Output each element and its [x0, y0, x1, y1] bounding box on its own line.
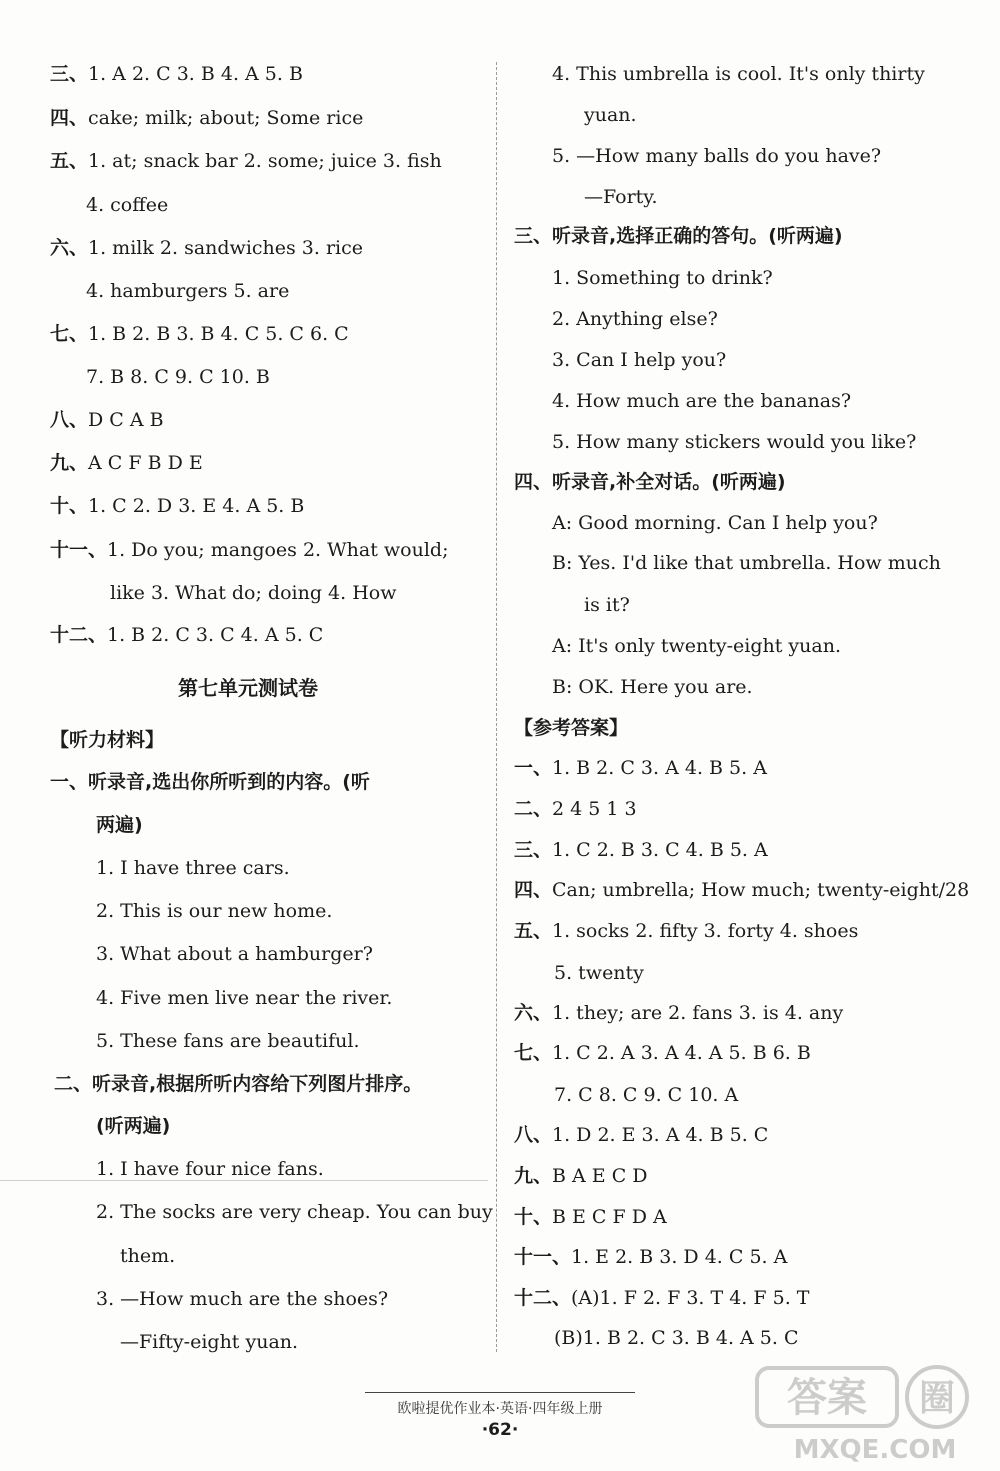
answer-line: [514, 756, 767, 780]
answer-line: [554, 1326, 799, 1350]
answer-line: [552, 551, 941, 575]
answer-line: [554, 961, 644, 985]
answer-line: [50, 106, 363, 130]
answer-line: [554, 1083, 738, 1107]
section-heading: [514, 470, 786, 494]
line-text: 4. hamburgers 5. are: [86, 280, 290, 302]
line-text: A: Good morning. Can I help you?: [552, 512, 878, 534]
svg-text:答案: 答案: [787, 1375, 867, 1421]
section-heading: [514, 716, 628, 740]
section-heading: [50, 770, 370, 794]
line-text: yuan.: [584, 104, 637, 126]
answer-line: [514, 797, 637, 821]
item-number: 十、: [514, 1206, 553, 1228]
answer-line: [584, 185, 658, 209]
svg-text:MXQE.COM: MXQE.COM: [793, 1435, 957, 1465]
answer-line: [514, 1286, 809, 1310]
answer-line: [514, 919, 858, 943]
line-text: 第七单元测试卷: [178, 676, 318, 700]
svg-text:圈: 圈: [918, 1378, 956, 1419]
answer-line: [552, 675, 753, 699]
line-text: 1. D 2. E 3. A 4. B 5. C: [552, 1124, 769, 1146]
line-text: B A E C D: [552, 1165, 648, 1187]
line-text: them.: [120, 1245, 176, 1267]
line-text: like 3. What do; doing 4. How: [110, 582, 397, 604]
section-heading: [96, 1114, 170, 1138]
answer-line: [584, 103, 637, 127]
line-text: 1. C 2. A 3. A 4. A 5. B 6. B: [552, 1042, 811, 1064]
line-text: 1. I have three cars.: [96, 857, 290, 879]
line-text: 1. they; are 2. fans 3. is 4. any: [552, 1002, 844, 1024]
answer-line: [50, 538, 448, 562]
item-number: 六、: [50, 237, 89, 259]
answer-line: [96, 1200, 493, 1224]
item-number: 二、: [54, 1073, 93, 1095]
item-number: 十二、: [514, 1287, 572, 1309]
item-number: 九、: [50, 452, 89, 474]
item-number: 五、: [514, 920, 553, 942]
line-text: is it?: [584, 594, 630, 616]
footer-book-title: 欧啦提优作业本·英语·四年级上册: [397, 1401, 603, 1417]
answer-line: [96, 899, 332, 923]
line-text: 5. twenty: [554, 962, 644, 984]
answer-line: [96, 942, 373, 966]
answer-line: [584, 593, 630, 617]
line-text: 听录音,选出你所听到的内容。(听: [88, 771, 370, 793]
line-text: (B)1. B 2. C 3. B 4. A 5. C: [554, 1327, 799, 1349]
answer-line: [552, 389, 851, 413]
answer-line: [514, 1041, 811, 1065]
line-text: B: OK. Here you are.: [552, 676, 753, 698]
answer-line: [120, 1330, 298, 1354]
answer-line: [552, 307, 718, 331]
line-text: 1. B 2. B 3. B 4. C 5. C 6. C: [88, 323, 349, 345]
answer-line: [552, 266, 773, 290]
column-divider: [496, 62, 497, 1352]
line-text: 1. I have four nice fans.: [96, 1158, 324, 1180]
line-text: 1. at; snack bar 2. some; juice 3. fish: [88, 150, 442, 172]
line-text: 听录音,选择正确的答句。(听两遍): [552, 225, 843, 247]
line-text: 1. socks 2. fifty 3. forty 4. shoes: [552, 920, 859, 942]
answer-line: [50, 451, 203, 475]
answer-line: [514, 1123, 768, 1147]
line-text: 1. B 2. C 3. A 4. B 5. A: [552, 757, 767, 779]
line-text: —Forty.: [584, 186, 658, 208]
line-text: 【听力材料】: [50, 729, 165, 751]
item-number: 三、: [514, 225, 553, 247]
line-text: 2. Anything else?: [552, 308, 718, 330]
line-text: 1. B 2. C 3. C 4. A 5. C: [107, 624, 324, 646]
item-number: 三、: [50, 63, 89, 85]
answer-line: [552, 144, 881, 168]
page-number: ·62·: [481, 1420, 519, 1440]
section-heading: [96, 813, 143, 837]
line-text: 1. Something to drink?: [552, 267, 773, 289]
answer-line: [552, 634, 841, 658]
footer-rule: [365, 1392, 635, 1393]
section-heading: [514, 224, 843, 248]
item-number: 四、: [50, 107, 89, 129]
item-number: 五、: [50, 150, 89, 172]
watermark-logo: [755, 1362, 995, 1468]
line-text: 2 4 5 1 3: [552, 798, 637, 820]
line-text: 5. These fans are beautiful.: [96, 1030, 360, 1052]
answer-line: [110, 581, 396, 605]
line-text: 【参考答案】: [514, 717, 629, 739]
line-text: 两遍): [96, 814, 143, 836]
line-text: A: It's only twenty-eight yuan.: [552, 635, 841, 657]
item-number: 十、: [50, 495, 89, 517]
answer-line: [86, 279, 289, 303]
answer-line: [86, 365, 270, 389]
answer-line: [50, 236, 363, 260]
item-number: 二、: [514, 798, 553, 820]
item-number: 四、: [514, 879, 553, 901]
answer-line: [50, 494, 304, 518]
line-text: 2. This is our new home.: [96, 900, 333, 922]
line-text: cake; milk; about; Some rice: [88, 107, 364, 129]
line-text: —Fifty-eight yuan.: [120, 1331, 299, 1353]
item-number: 七、: [514, 1042, 553, 1064]
line-text: 7. C 8. C 9. C 10. A: [554, 1084, 739, 1106]
line-text: 4. This umbrella is cool. It's only thirty: [552, 63, 925, 85]
line-text: 4. coffee: [86, 194, 169, 216]
item-number: 三、: [514, 839, 553, 861]
answer-line: [96, 986, 392, 1010]
answer-line: [514, 878, 969, 902]
line-text: D C A B: [88, 409, 164, 431]
line-text: 3. Can I help you?: [552, 349, 727, 371]
item-number: 六、: [514, 1002, 553, 1024]
line-text: 7. B 8. C 9. C 10. B: [86, 366, 270, 388]
answer-line: [514, 1001, 843, 1025]
answer-line: [96, 1287, 388, 1311]
item-number: 十一、: [514, 1246, 572, 1268]
answer-line: [514, 1164, 648, 1188]
line-text: 3. What about a hamburger?: [96, 943, 373, 965]
answer-line: [120, 1244, 175, 1268]
answer-line: [50, 623, 323, 647]
section-heading: [54, 1072, 422, 1096]
line-text: 5. How many stickers would you like?: [552, 431, 917, 453]
line-text: 1. C 2. B 3. C 4. B 5. A: [552, 839, 768, 861]
line-text: A C F B D E: [88, 452, 203, 474]
line-text: 听录音,补全对话。(听两遍): [552, 471, 786, 493]
item-number: 四、: [514, 471, 553, 493]
line-text: 2. The socks are very cheap. You can buy: [96, 1201, 493, 1223]
answer-line: [514, 1245, 787, 1269]
section-heading: [50, 728, 164, 752]
line-text: 1. Do you; mangoes 2. What would;: [107, 539, 449, 561]
line-text: B E C F D A: [552, 1206, 667, 1228]
answer-line: [552, 430, 916, 454]
answer-line: [552, 511, 878, 535]
line-text: 听录音,根据所听内容给下列图片排序。: [92, 1073, 423, 1095]
item-number: 八、: [50, 409, 89, 431]
item-number: 一、: [514, 757, 553, 779]
line-text: 1. C 2. D 3. E 4. A 5. B: [88, 495, 305, 517]
answer-line: [96, 1029, 360, 1053]
answer-line: [86, 193, 168, 217]
item-number: 九、: [514, 1165, 553, 1187]
answer-line: [96, 856, 290, 880]
answer-line: [50, 408, 164, 432]
answer-line: [514, 838, 768, 862]
section-rule: [0, 1180, 488, 1181]
line-text: 4. Five men live near the river.: [96, 987, 393, 1009]
line-text: 5. —How many balls do you have?: [552, 145, 882, 167]
item-number: 八、: [514, 1124, 553, 1146]
line-text: 1. A 2. C 3. B 4. A 5. B: [88, 63, 303, 85]
answer-line: [552, 348, 726, 372]
line-text: 4. How much are the bananas?: [552, 390, 852, 412]
line-text: B: Yes. I'd like that umbrella. How much: [552, 552, 941, 574]
answer-line: [514, 1205, 667, 1229]
line-text: Can; umbrella; How much; twenty-eight/28: [552, 879, 970, 901]
line-text: 1. milk 2. sandwiches 3. rice: [88, 237, 364, 259]
line-text: 1. E 2. B 3. D 4. C 5. A: [571, 1246, 788, 1268]
answer-line: [552, 62, 925, 86]
line-text: 3. —How much are the shoes?: [96, 1288, 389, 1310]
line-text: (听两遍): [96, 1115, 171, 1137]
answer-line: [50, 322, 349, 346]
answer-line: [50, 149, 442, 173]
item-number: 七、: [50, 323, 89, 345]
item-number: 十二、: [50, 624, 108, 646]
line-text: (A)1. F 2. F 3. T 4. F 5. T: [571, 1287, 810, 1309]
item-number: 十一、: [50, 539, 108, 561]
section-title: [178, 676, 318, 700]
item-number: 一、: [50, 771, 89, 793]
answer-line: [50, 62, 303, 86]
answer-line: [96, 1157, 324, 1181]
